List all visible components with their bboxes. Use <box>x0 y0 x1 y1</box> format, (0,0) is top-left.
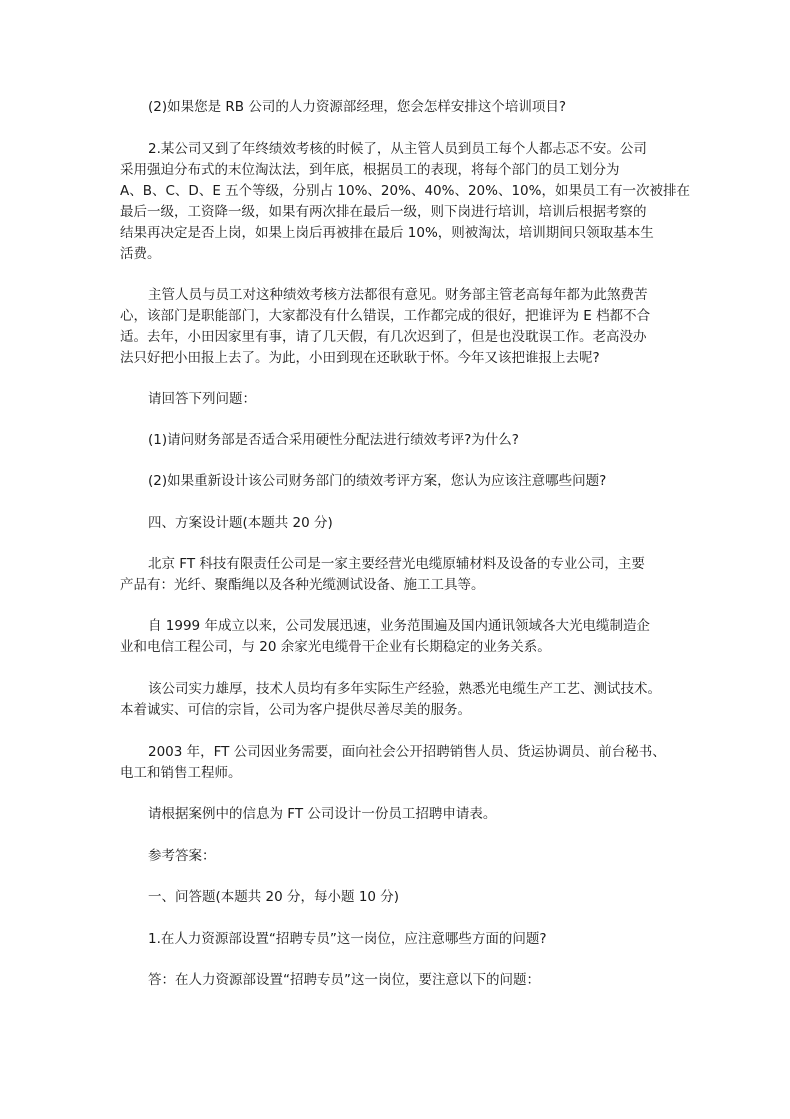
section-heading-design <box>120 513 680 534</box>
text-line: 2003 年，FT 公司因业务需要，面向社会公开招聘销售人员、货运协调员、前台秘书、 <box>148 744 666 760</box>
section-heading-qa <box>120 887 680 908</box>
text-line: 参考答案： <box>148 848 216 864</box>
text-line: 1.在人力资源部设置“招聘专员”这一岗位，应注意哪些方面的问题? <box>148 931 547 947</box>
text-line: 四、方案设计题(本题共 20 分) <box>148 515 333 531</box>
paragraph-answer-prompt <box>120 389 680 410</box>
paragraph-qa-answer-1 <box>120 970 680 991</box>
text-line: (2)如果重新设计该公司财务部门的绩效考评方案，您认为应该注意哪些问题? <box>148 473 607 489</box>
text-line: 结果再决定是否上岗，如果上岗后再被排在最后 10%，则被淘汰，培训期间只领取基本生 <box>120 225 654 241</box>
text-line: 2.某公司又到了年终绩效考核的时候了，从主管人员到员工每个人都忐忑不安。公司 <box>148 141 647 157</box>
text-line: (2)如果您是 RB 公司的人力资源部经理，您会怎样安排这个培训项目? <box>148 99 567 115</box>
paragraph-company-history <box>120 616 680 658</box>
paragraph-case-2 <box>120 139 690 265</box>
text-line: 电工和销售工程师。 <box>120 765 242 781</box>
text-line: 适。去年，小田因家里有事，请了几天假，有几次迟到了，但是也没耽误工作。老高没办 <box>120 329 647 345</box>
section-heading-reference-answers <box>120 846 680 867</box>
text-line: 一、问答题(本题共 20 分，每小题 10 分) <box>148 889 400 905</box>
paragraph-design-task <box>120 804 680 825</box>
text-line: A、B、C、D、E 五个等级，分别占 10%、20%、40%、20%、10%，如果员工有一次被排在 <box>120 183 690 199</box>
paragraph-case-2-continued <box>120 285 680 369</box>
text-line: (1)请问财务部是否适合采用硬性分配法进行绩效考评?为什么? <box>148 432 519 448</box>
paragraph-qa-question-1 <box>120 929 680 950</box>
text-line: 本着诚实、可信的宗旨，公司为客户提供尽善尽美的服务。 <box>120 702 471 718</box>
paragraph-company-strength <box>120 679 680 721</box>
paragraph-recruitment-2003 <box>120 742 680 784</box>
paragraph-company-intro <box>120 554 680 596</box>
text-line: 主管人员与员工对这种绩效考核方法都很有意见。财务部主管老高每年都为此煞费苦 <box>148 287 648 303</box>
paragraph-question-2 <box>120 471 680 492</box>
text-line: 业和电信工程公司，与 20 余家光电缆骨干企业有长期稳定的业务关系。 <box>120 639 551 655</box>
paragraph-question-1 <box>120 430 680 451</box>
paragraph-training-question <box>120 97 680 118</box>
text-line: 请根据案例中的信息为 FT 公司设计一份员工招聘申请表。 <box>148 806 497 822</box>
text-line: 采用强迫分布式的末位淘汰法，到年底，根据员工的表现，将每个部门的员工划分为 <box>120 162 620 178</box>
text-line: 产品有：光纤、聚酯绳以及各种光缆测试设备、施工工具等。 <box>120 577 485 593</box>
text-line: 请回答下列问题： <box>148 391 256 407</box>
text-line: 法只好把小田报上去了。为此，小田到现在还耿耿于怀。今年又该把谁报上去呢? <box>120 350 600 366</box>
text-line: 活费。 <box>120 246 161 262</box>
text-line: 自 1999 年成立以来，公司发展迅速，业务范围遍及国内通讯领域各大光电缆制造企 <box>148 618 650 634</box>
text-line: 心，该部门是职能部门，大家都没有什么错误，工作都完成的很好，把谁评为 E 档都不合 <box>120 308 651 324</box>
text-line: 最后一级，工资降一级，如果有两次排在最后一级，则下岗进行培训，培训后根据考察的 <box>120 204 647 220</box>
text-line: 该公司实力雄厚，技术人员均有多年实际生产经验，熟悉光电缆生产工艺、测试技术。 <box>148 681 661 697</box>
text-line: 答：在人力资源部设置“招聘专员”这一岗位，要注意以下的问题： <box>148 972 540 988</box>
text-line: 北京 FT 科技有限责任公司是一家主要经营光电缆原辅材料及设备的专业公司，主要 <box>148 556 645 572</box>
